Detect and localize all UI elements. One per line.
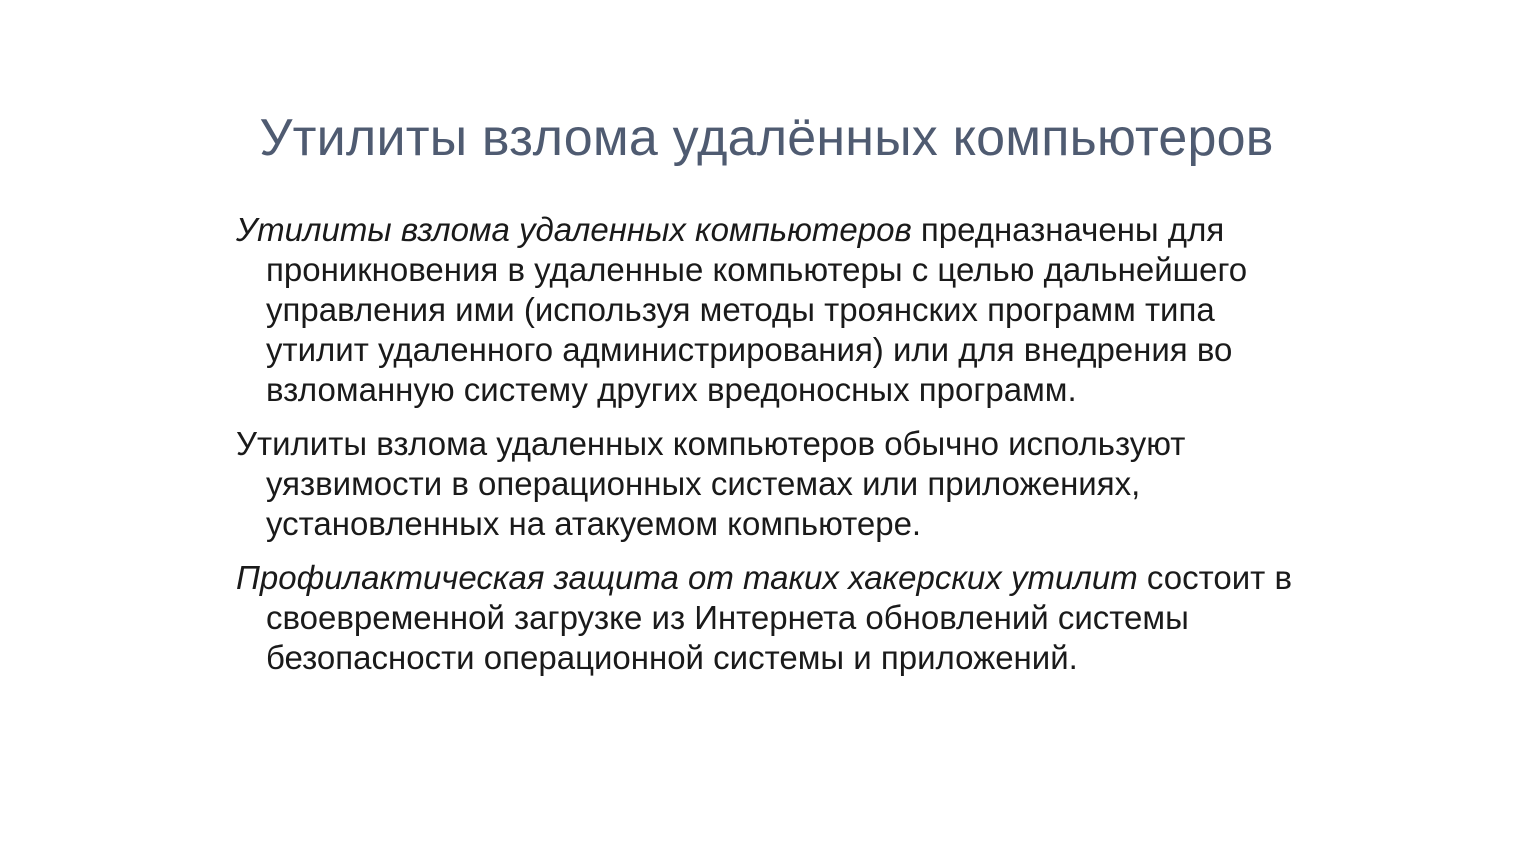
paragraph-text: предназначены для проникновения в удаленные компьютеры с целью дальнейшего управления ими (используя методы троянских программ типа утилит удаленного администрирования) или для внедрения во взломанную систему других вредоносных программ.: [266, 211, 1248, 408]
slide-title: Утилиты взлома удалённых компьютеров: [259, 109, 1274, 167]
paragraph-preventive-protection: [236, 558, 1306, 678]
emphasis-text: Утилиты взлома удаленных компьютеров: [236, 211, 912, 248]
slide-body: [236, 210, 1306, 692]
paragraph-text: состоит в своевременной загрузке из Интернета обновлений системы безопасности операционной системы и приложений.: [266, 559, 1292, 676]
paragraph-remote-hacking-tools-vulnerabilities: [236, 424, 1306, 544]
paragraph-remote-hacking-tools-purpose: [236, 210, 1306, 410]
emphasis-text: Профилактическая защита от таких хакерских утилит: [236, 559, 1138, 596]
paragraph-text: Утилиты взлома удаленных компьютеров обычно используют уязвимости в операционных системах или приложениях, установленных на атакуемом компьютере.: [236, 425, 1186, 542]
